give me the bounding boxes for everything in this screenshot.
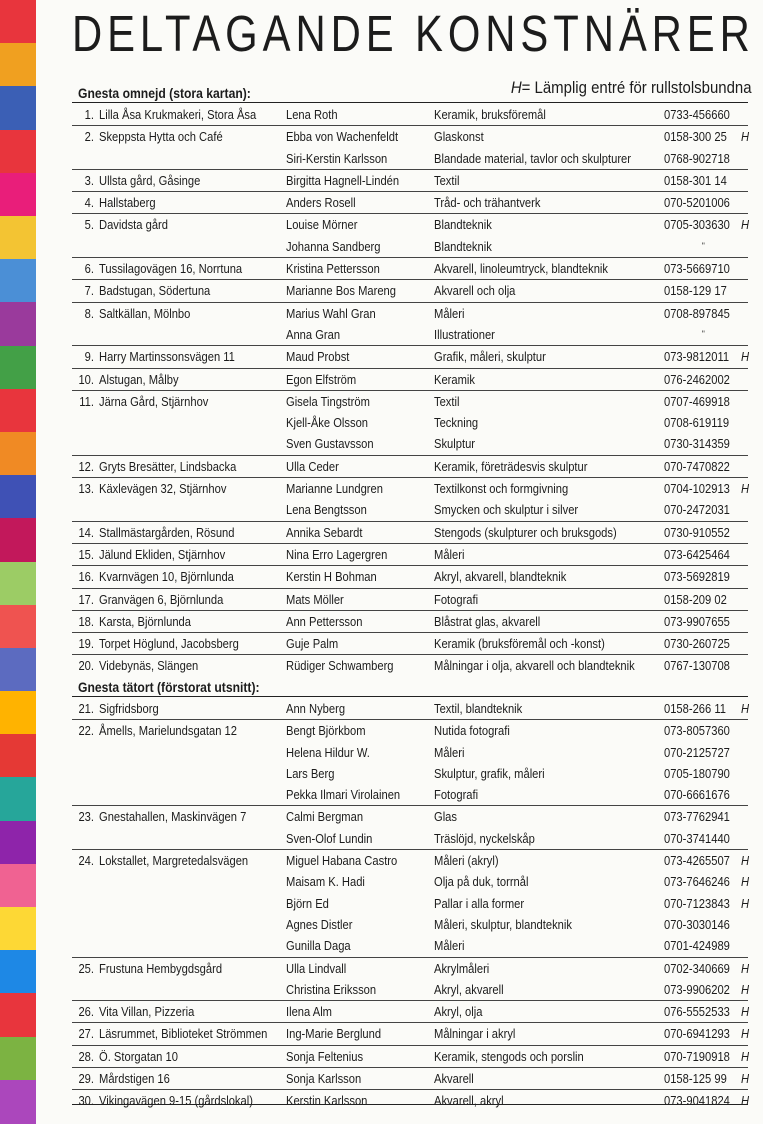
ditto-mark: ": [702, 328, 705, 339]
strip-block: [0, 43, 36, 87]
venue-number: 24.: [78, 853, 94, 869]
artist-technique: Keramik, stengods och porslin: [434, 1048, 584, 1064]
artist-technique: Måleri, skulptur, blandteknik: [434, 916, 572, 932]
venue-number: 4.: [84, 195, 94, 211]
artist-technique: Smycken och skulptur i silver: [434, 502, 579, 518]
artist-technique: Teckning: [434, 415, 479, 431]
venue-name: Skeppsta Hytta och Café: [99, 129, 223, 145]
color-strip: [0, 0, 36, 1123]
artist-name: Anders Rosell: [286, 195, 356, 211]
table-row: [72, 345, 748, 367]
strip-block: [0, 173, 36, 217]
artist-phone: 0733-456660: [664, 107, 730, 122]
strip-block: [0, 1080, 36, 1124]
table-row: [72, 719, 748, 741]
artist-name: Siri-Kerstin Karlsson: [286, 150, 388, 166]
table-row: [72, 455, 748, 477]
table-row: [72, 914, 748, 935]
artist-name: Birgitta Hagnell-Lindén: [286, 172, 400, 188]
table-row: [72, 1045, 748, 1067]
artist-phone: 0705-180790: [664, 765, 730, 781]
strip-block: [0, 605, 36, 649]
venue-number: 2.: [84, 129, 94, 145]
wheelchair-access-marker: H: [741, 874, 750, 890]
venue-name: Karsta, Björnlunda: [99, 613, 191, 629]
table-row: [72, 433, 748, 454]
strip-block: [0, 864, 36, 908]
wheelchair-access-marker: H: [741, 701, 750, 716]
table-row: [72, 213, 748, 235]
artist-phone: 073-9907655: [664, 613, 730, 629]
venue-number: 14.: [78, 524, 94, 540]
table-row: [72, 828, 748, 849]
venue-name: Hallstaberg: [99, 195, 156, 211]
artist-technique: Måleri: [434, 546, 465, 562]
wheelchair-access-marker: H: [741, 960, 750, 976]
wheelchair-access-marker: H: [741, 1071, 750, 1087]
venue-number: 18.: [78, 613, 94, 629]
artist-name: Christina Eriksson: [286, 981, 377, 997]
artist-technique: Blandteknik: [434, 238, 492, 254]
artist-name: Ebba von Wachenfeldt: [286, 129, 399, 145]
table-end-rule: [72, 1104, 748, 1105]
artist-name: Calmi Bergman: [286, 809, 364, 825]
artist-technique: Blandade material, tavlor och skulpturer: [434, 150, 631, 166]
artist-phone: 070-7123843: [664, 895, 730, 911]
artist-name: Kerstin H Bohman: [286, 569, 377, 585]
artist-name: Lena Roth: [286, 107, 338, 122]
strip-block: [0, 691, 36, 735]
artist-phone: 073-7646246: [664, 874, 730, 890]
venue-number: 26.: [78, 1004, 94, 1020]
venue-name: Ullsta gård, Gåsinge: [99, 172, 201, 188]
artist-technique: Textil, blandteknik: [434, 701, 523, 716]
artist-technique: Skulptur: [434, 436, 476, 452]
venue-number: 29.: [78, 1071, 94, 1087]
strip-block: [0, 821, 36, 865]
table-row: [72, 979, 748, 1000]
artist-technique: Målningar i olja, akvarell och blandteknik: [434, 658, 635, 674]
table-row: [72, 565, 748, 587]
artist-name: Lars Berg: [286, 765, 335, 781]
table-row: [72, 871, 748, 892]
artist-technique: Glas: [434, 809, 457, 825]
table-row: [72, 148, 748, 169]
artist-name: Guje Palm: [286, 636, 339, 652]
legend-text: = Lämplig entré för rullstolsbundna: [522, 78, 752, 97]
venue-number: 23.: [78, 809, 94, 825]
venue-name: Alstugan, Målby: [99, 371, 179, 387]
artist-name: Nina Erro Lagergren: [286, 546, 388, 562]
artist-phone: 070-7470822: [664, 458, 730, 474]
artist-name: Kjell-Åke Olsson: [286, 415, 369, 431]
artist-phone: 073-5669710: [664, 261, 730, 277]
artist-phone: 070-6941293: [664, 1026, 730, 1042]
artist-phone: 073-4265507: [664, 853, 730, 869]
venue-name: Järna Gård, Stjärnhov: [99, 393, 209, 409]
wheelchair-access-marker: H: [741, 1048, 750, 1064]
artist-name: Marianne Bos Mareng: [286, 283, 396, 299]
wheelchair-access-marker: H: [741, 895, 750, 911]
artist-phone: 0158-209 02: [664, 591, 727, 607]
artist-technique: Fotografi: [434, 787, 479, 803]
section-heading-omnejd: Gnesta omnejd (stora kartan):: [78, 86, 251, 101]
venue-number: 9.: [84, 349, 94, 365]
artist-name: Rüdiger Schwamberg: [286, 658, 394, 674]
artist-technique: Glaskonst: [434, 129, 484, 145]
artist-technique: Nutida fotografi: [434, 723, 510, 739]
venue-name: Läsrummet, Biblioteket Strömmen: [99, 1026, 268, 1042]
artist-phone: 070-7190918: [664, 1048, 730, 1064]
venue-name: Kvarnvägen 10, Björnlunda: [99, 569, 234, 585]
wheelchair-access-marker: H: [741, 129, 750, 145]
table-row: [72, 368, 748, 390]
table-row: [72, 588, 748, 610]
section-rule: [72, 102, 748, 103]
table-row: [72, 390, 748, 412]
artist-technique: Måleri: [434, 938, 465, 954]
strip-block: [0, 432, 36, 476]
venue-name: Videbynäs, Slängen: [99, 658, 199, 674]
artist-name: Ilena Alm: [286, 1004, 332, 1020]
artist-technique: Måleri: [434, 305, 465, 321]
venue-name: Lilla Åsa Krukmakeri, Stora Åsa: [99, 107, 257, 122]
venue-name: Vikingavägen 9-15 (gårdslokal): [99, 1093, 253, 1109]
strip-block: [0, 562, 36, 606]
venue-name: Jälund Ekliden, Stjärnhov: [99, 546, 226, 562]
table-row: [72, 279, 748, 301]
artist-phone: 073-8057360: [664, 723, 730, 739]
artist-name: Mats Möller: [286, 591, 344, 607]
artist-technique: Träslöjd, nyckelskåp: [434, 830, 535, 846]
artist-phone: 070-2472031: [664, 502, 730, 518]
table-row: [72, 191, 748, 213]
artist-phone: 0730-314359: [664, 436, 730, 452]
wheelchair-access-marker: H: [741, 981, 750, 997]
artist-name: Maud Probst: [286, 349, 350, 365]
artist-technique: Olja på duk, torrnål: [434, 874, 529, 890]
table-row: [72, 302, 748, 324]
table-row: [72, 1089, 748, 1111]
table-row: [72, 957, 748, 979]
artist-phone: 070-2125727: [664, 744, 730, 760]
strip-block: [0, 1037, 36, 1081]
artist-technique: Pallar i alla former: [434, 895, 525, 911]
artist-name: Marianne Lundgren: [286, 481, 383, 497]
artist-name: Miguel Habana Castro: [286, 853, 398, 869]
artist-technique: Keramik, bruksföremål: [434, 107, 546, 122]
artist-technique: Måleri (akryl): [434, 853, 499, 869]
venue-name: Davidsta gård: [99, 217, 168, 233]
artist-phone: 070-5201006: [664, 195, 730, 211]
artist-technique: Måleri: [434, 744, 465, 760]
artist-technique: Akryl, akvarell, blandteknik: [434, 569, 567, 585]
artist-name: Kristina Pettersson: [286, 261, 380, 277]
wheelchair-legend: [511, 78, 752, 98]
artist-phone: 070-3741440: [664, 830, 730, 846]
artist-name: Maisam K. Hadi: [286, 874, 365, 890]
table-row: [72, 654, 748, 676]
venue-name: Sigfridsborg: [99, 701, 159, 716]
table-row: [72, 805, 748, 827]
table-row: [72, 521, 748, 543]
strip-block: [0, 518, 36, 562]
artist-name: Ann Nyberg: [286, 701, 346, 716]
venue-number: 13.: [78, 481, 94, 497]
strip-block: [0, 648, 36, 692]
venue-number: 6.: [84, 261, 94, 277]
venue-name: Granvägen 6, Björnlunda: [99, 591, 224, 607]
artist-technique: Textil: [434, 393, 460, 409]
artist-technique: Akvarell och olja: [434, 283, 516, 299]
venue-number: 25.: [78, 960, 94, 976]
artist-name: Lena Bengtsson: [286, 502, 367, 518]
page-title: DELTAGANDE KONSTNÄRER: [72, 5, 755, 62]
venue-number: 3.: [84, 172, 94, 188]
wheelchair-access-marker: H: [741, 1093, 750, 1109]
table-row: [72, 784, 748, 805]
venue-number: 22.: [78, 723, 94, 739]
artist-technique: Akvarell, akryl: [434, 1093, 504, 1109]
venue-number: 19.: [78, 636, 94, 652]
table-row: [72, 763, 748, 784]
page: [72, 0, 760, 1123]
ditto-mark: ": [702, 240, 705, 251]
strip-block: [0, 0, 36, 44]
artist-technique: Fotografi: [434, 591, 479, 607]
artist-technique: Akrylmåleri: [434, 960, 490, 976]
artist-technique: Akvarell, linoleumtryck, blandteknik: [434, 261, 608, 277]
venue-name: Harry Martinssonsvägen 11: [99, 349, 235, 365]
artist-phone: 0701-424989: [664, 938, 730, 954]
table-row: [72, 104, 748, 125]
table-row: [72, 499, 748, 520]
table-row: [72, 477, 748, 499]
venue-name: Torpet Höglund, Jacobsberg: [99, 636, 239, 652]
strip-block: [0, 216, 36, 260]
table-row: [72, 698, 748, 719]
table-row: [72, 893, 748, 914]
artist-name: Ing-Marie Berglund: [286, 1026, 382, 1042]
venue-name: Vita Villan, Pizzeria: [99, 1004, 195, 1020]
strip-block: [0, 259, 36, 303]
venue-number: 11.: [79, 393, 94, 409]
venue-name: Mårdstigen 16: [99, 1071, 170, 1087]
artist-phone: 073-6425464: [664, 546, 730, 562]
strip-block: [0, 907, 36, 951]
venue-name: Gnestahallen, Maskinvägen 7: [99, 809, 247, 825]
table-row: [72, 1000, 748, 1022]
artist-phone: 076-5552533: [664, 1004, 730, 1020]
artist-name: Johanna Sandberg: [286, 238, 381, 254]
venue-name: Tussilagovägen 16, Norrtuna: [99, 261, 243, 277]
artist-name: Sonja Karlsson: [286, 1071, 362, 1087]
venue-number: 10.: [78, 371, 94, 387]
artist-name: Sonja Feltenius: [286, 1048, 364, 1064]
artist-phone: 073-7762941: [664, 809, 730, 825]
strip-block: [0, 389, 36, 433]
artist-table-tatort: [72, 698, 748, 1112]
wheelchair-access-marker: H: [741, 1004, 750, 1020]
artist-name: Anna Gran: [286, 326, 341, 342]
artist-phone: 0158-300 25: [664, 129, 727, 145]
artist-phone: 0702-340669: [664, 960, 730, 976]
artist-phone: 076-2462002: [664, 371, 730, 387]
artist-phone: 0767-130708: [664, 658, 730, 674]
artist-name: Pekka Ilmari Virolainen: [286, 787, 401, 803]
artist-technique: Stengods (skulpturer och bruksgods): [434, 524, 617, 540]
artist-name: Bengt Björkbom: [286, 723, 366, 739]
artist-phone: 0704-102913: [664, 481, 730, 497]
strip-block: [0, 950, 36, 994]
section-rule: [72, 696, 748, 697]
artist-technique: Illustrationer: [434, 326, 495, 342]
artist-technique: Keramik (bruksföremål och -konst): [434, 636, 605, 652]
artist-name: Helena Hildur W.: [286, 744, 370, 760]
table-row: [72, 236, 748, 257]
venue-name: Gryts Bresätter, Lindsbacka: [99, 458, 237, 474]
artist-name: Egon Elfström: [286, 371, 357, 387]
artist-technique: Keramik: [434, 371, 476, 387]
artist-technique: Keramik, företrädesvis skulptur: [434, 458, 588, 474]
artist-phone: 0158-266 11: [664, 701, 726, 716]
venue-number: 16.: [78, 569, 94, 585]
artist-name: Gisela Tingström: [286, 393, 370, 409]
strip-block: [0, 993, 36, 1037]
wheelchair-access-marker: H: [741, 1026, 750, 1042]
artist-name: Marius Wahl Gran: [286, 305, 376, 321]
artist-name: Sven Gustavsson: [286, 436, 374, 452]
artist-technique: Blåstrat glas, akvarell: [434, 613, 541, 629]
artist-name: Björn Ed: [286, 895, 329, 911]
strip-block: [0, 130, 36, 174]
artist-table-omnejd: [72, 104, 748, 677]
table-row: [72, 632, 748, 654]
venue-name: Saltkällan, Mölnbo: [99, 305, 191, 321]
venue-number: 1.: [84, 107, 94, 122]
artist-phone: 0708-619119: [664, 415, 730, 431]
venue-number: 17.: [78, 591, 94, 607]
table-row: [72, 125, 748, 147]
section-heading-tatort: Gnesta tätort (förstorat utsnitt):: [78, 680, 260, 695]
table-row: [72, 324, 748, 345]
artist-name: Ann Pettersson: [286, 613, 363, 629]
venue-number: 28.: [78, 1048, 94, 1064]
artist-name: Gunilla Daga: [286, 938, 351, 954]
wheelchair-access-marker: H: [741, 217, 750, 233]
table-row: [72, 935, 748, 956]
table-row: [72, 543, 748, 565]
artist-technique: Textilkonst och formgivning: [434, 481, 569, 497]
venue-number: 27.: [78, 1026, 94, 1042]
artist-phone: 0730-910552: [664, 524, 730, 540]
venue-number: 5.: [84, 217, 94, 233]
artist-phone: 073-9812011: [664, 349, 730, 365]
venue-name: Ö. Storgatan 10: [99, 1048, 178, 1064]
table-row: [72, 1067, 748, 1089]
strip-block: [0, 734, 36, 778]
artist-phone: 070-6661676: [664, 787, 730, 803]
artist-name: Ulla Ceder: [286, 458, 339, 474]
artist-phone: 073-9041824: [664, 1093, 730, 1109]
table-row: [72, 849, 748, 871]
artist-name: Ulla Lindvall: [286, 960, 347, 976]
strip-block: [0, 86, 36, 130]
venue-name: Stallmästargården, Rösund: [99, 524, 235, 540]
wheelchair-access-marker: H: [741, 349, 750, 365]
artist-name: Agnes Distler: [286, 916, 353, 932]
venue-number: 21.: [78, 701, 94, 716]
table-row: [72, 1022, 748, 1044]
artist-name: Annika Sebardt: [286, 524, 363, 540]
artist-phone: 0730-260725: [664, 636, 730, 652]
venue-number: 7.: [84, 283, 94, 299]
artist-phone: 0705-303630: [664, 217, 730, 233]
artist-phone: 0158-301 14: [664, 172, 727, 188]
artist-technique: Akryl, olja: [434, 1004, 483, 1020]
artist-name: Louise Mörner: [286, 217, 358, 233]
artist-phone: 073-5692819: [664, 569, 730, 585]
venue-number: 20.: [78, 658, 94, 674]
table-row: [72, 610, 748, 632]
table-row: [72, 169, 748, 191]
table-row: [72, 412, 748, 433]
wheelchair-access-marker: H: [741, 481, 750, 497]
artist-phone: 0707-469918: [664, 393, 730, 409]
strip-block: [0, 777, 36, 821]
venue-name: Lokstallet, Margretedalsvägen: [99, 853, 249, 869]
legend-symbol: H: [511, 78, 523, 97]
artist-technique: Textil: [434, 172, 460, 188]
venue-name: Åmells, Marielundsgatan 12: [99, 723, 237, 739]
table-row: [72, 742, 748, 763]
venue-number: 30.: [78, 1093, 94, 1109]
artist-technique: Akvarell: [434, 1071, 474, 1087]
artist-phone: 0708-897845: [664, 305, 730, 321]
venue-number: 15.: [78, 546, 94, 562]
artist-phone: 073-9906202: [664, 981, 730, 997]
artist-name: Kerstin Karlsson: [286, 1093, 368, 1109]
artist-phone: 0768-902718: [664, 150, 730, 166]
venue-name: Frustuna Hembygdsgård: [99, 960, 223, 976]
venue-name: Käxlevägen 32, Stjärnhov: [99, 481, 227, 497]
strip-block: [0, 302, 36, 346]
venue-number: 8.: [84, 305, 94, 321]
strip-block: [0, 475, 36, 519]
artist-technique: Målningar i akryl: [434, 1026, 516, 1042]
strip-block: [0, 346, 36, 390]
artist-technique: Blandteknik: [434, 217, 492, 233]
wheelchair-access-marker: H: [741, 853, 750, 869]
table-row: [72, 257, 748, 279]
artist-technique: Skulptur, grafik, måleri: [434, 765, 545, 781]
artist-technique: Tråd- och trähantverk: [434, 195, 541, 211]
venue-number: 12.: [78, 458, 94, 474]
venue-name: Badstugan, Södertuna: [99, 283, 211, 299]
artist-phone: 0158-129 17: [664, 283, 727, 299]
artist-technique: Akryl, akvarell: [434, 981, 504, 997]
artist-name: Sven-Olof Lundin: [286, 830, 373, 846]
artist-phone: 070-3030146: [664, 916, 730, 932]
artist-technique: Grafik, måleri, skulptur: [434, 349, 546, 365]
artist-phone: 0158-125 99: [664, 1071, 727, 1087]
